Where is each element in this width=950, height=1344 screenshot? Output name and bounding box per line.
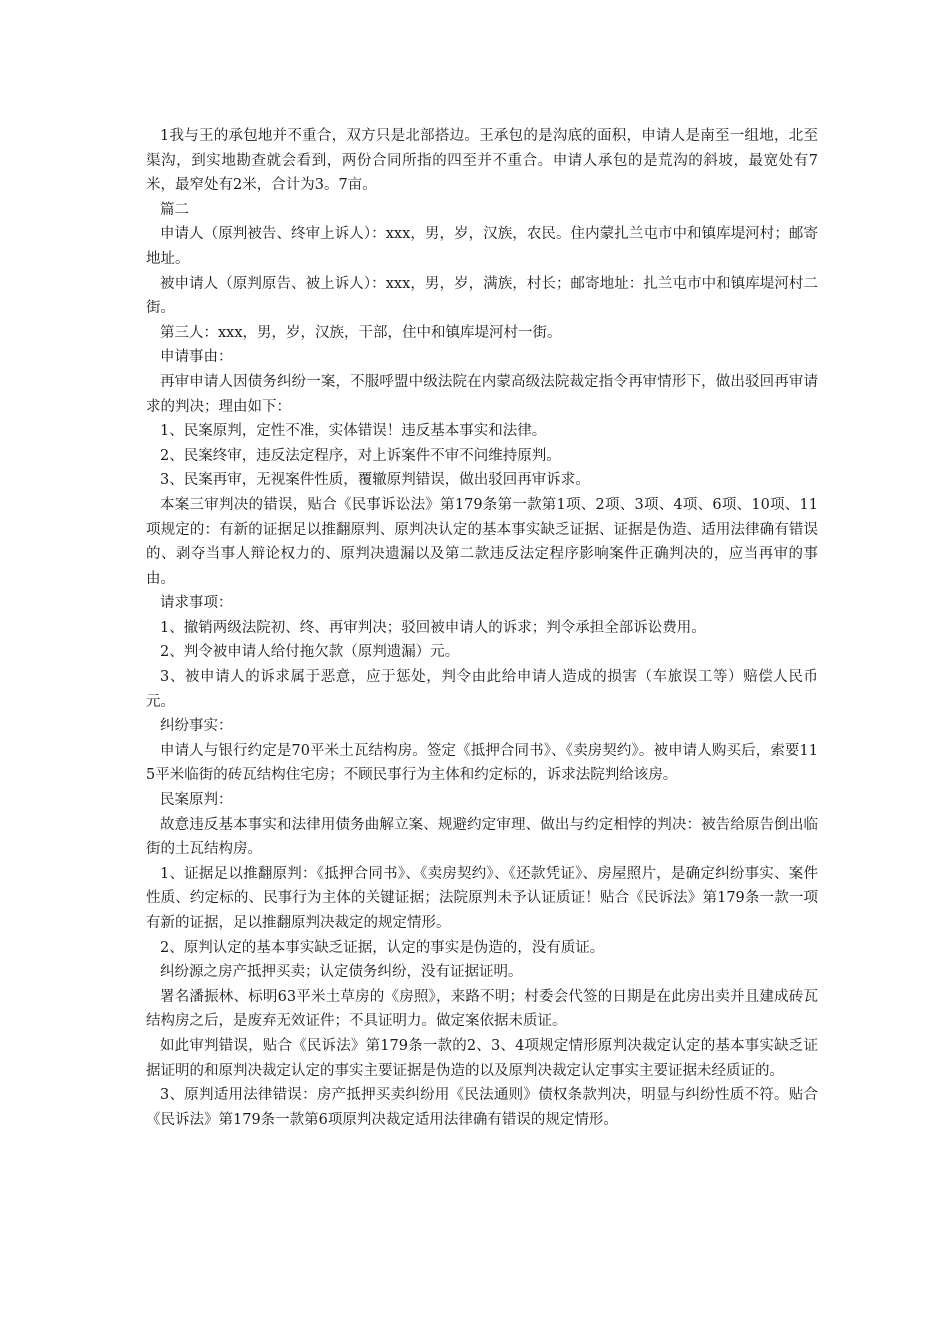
paragraph: 故意违反基本事实和法律用债务曲解立案、规避约定审理、做出与约定相悖的判决：被告给原告倒出临街的土瓦结构房。 (146, 816, 818, 858)
paragraph: 署名潘振林、标明63平米土草房的《房照》，来路不明；村委会代签的日期是在此房出卖并且建成砖瓦结构房之后，是废弃无效证件；不具证明力。做定案依据未质证。 (146, 988, 818, 1030)
list-item: 1、撤销两级法院初、终、再审判决；驳回被申请人的诉求；判令承担全部诉讼费用。 (160, 619, 706, 636)
paragraph: 第三人：xxx，男，岁，汉族，干部，住中和镇库堤河村一街。 (160, 324, 562, 341)
paragraph: 申请人（原判被告、终审上诉人）：xxx，男，岁，汉族，农民。住内蒙扎兰屯市中和镇库堤河村；邮寄地址。 (146, 226, 818, 267)
document-body (146, 124, 818, 1132)
paragraph: 1我与王的承包地并不重合，双方只是北部搭边。王承包的是沟底的面积，申请人是南至一组地，北至渠沟，到实地勘查就会看到，两份合同所指的四至并不重合。申请人承包的是荒沟的斜坡，最宽处有7米，最窄处有2米，合计为3。7亩。 (146, 128, 818, 194)
list-item: 2、原判认定的基本事实缺乏证据，认定的事实是伪造的，没有质证。 (160, 939, 605, 956)
paragraph: 本案三审判决的错误，贴合《民事诉讼法》第179条第一款第1项、2项、3项、4项、6项、10项、11项规定的：有新的证据足以推翻原判、原判决认定的基本事实缺乏证据、证据是伪造、适用法律确有错误的、剥夺当事人辩论权力的、原判决遗漏以及第二款违反法定程序影响案件正确判决的，应当再审的事由。 (146, 496, 818, 587)
section-heading: 民案原判： (160, 792, 233, 809)
list-item: 3、民案再审，无视案件性质，覆辙原判错误，做出驳回再审诉求。 (160, 472, 590, 489)
paragraph: 被申请人（原判原告、被上诉人）：xxx，男，岁，满族，村长；邮寄地址：扎兰屯市中和镇库堤河村二街。 (146, 275, 818, 317)
section-heading: 请求事项： (160, 595, 233, 612)
paragraph: 再审申请人因债务纠纷一案，不服呼盟中级法院在内蒙高级法院裁定指令再审情形下，做出驳回再审请求的判决；理由如下： (146, 373, 818, 415)
section-heading: 纠纷事实： (160, 718, 233, 735)
list-item: 1、证据足以推翻原判：《抵押合同书》、《卖房契约》、《还款凭证》、房屋照片，是确定纠纷事实、案件性质、约定标的、民事行为主体的关键证据；法院原判未予认证质证！贴合《民诉法》第179条一款一项有新的证据，足以推翻原判决裁定的规定情形。 (146, 865, 818, 931)
list-item: 2、民案终审，违反法定程序，对上诉案件不审不问维持原判。 (160, 447, 561, 464)
paragraph: 申请人与银行约定是70平米土瓦结构房。签定《抵押合同书》、《卖房契约》。被申请人购买后，索要115平米临街的砖瓦结构住宅房；不顾民事行为主体和约定标的，诉求法院判给该房。 (146, 742, 818, 784)
list-item: 3、被申请人的诉求属于恶意，应于惩处，判令由此给申请人造成的损害（车旅误工等）赔偿人民币元。 (146, 669, 818, 710)
list-item: 1、民案原判，定性不准，实体错误！违反基本事实和法律。 (160, 423, 547, 440)
list-item: 3、原判适用法律错误：房产抵押买卖纠纷用《民法通则》债权条款判决，明显与纠纷性质不符。贴合《民诉法》第179条一款第6项原判决裁定适用法律确有错误的规定情形。 (146, 1087, 818, 1128)
section-heading: 申请事由： (160, 349, 233, 366)
section-heading: 篇二 (160, 201, 189, 218)
paragraph: 纠纷源之房产抵押买卖；认定债务纠纷，没有证据证明。 (160, 964, 523, 981)
paragraph: 如此审判错误，贴合《民诉法》第179条一款的2、3、4项规定情形原判决裁定认定的基本事实缺乏证据证明的和原判决裁定认定的事实主要证据是伪造的以及原判决裁定认定事实主要证据未经质证的。 (146, 1037, 818, 1079)
list-item: 2、判令被申请人给付拖欠款（原判遗漏）元。 (160, 644, 460, 661)
